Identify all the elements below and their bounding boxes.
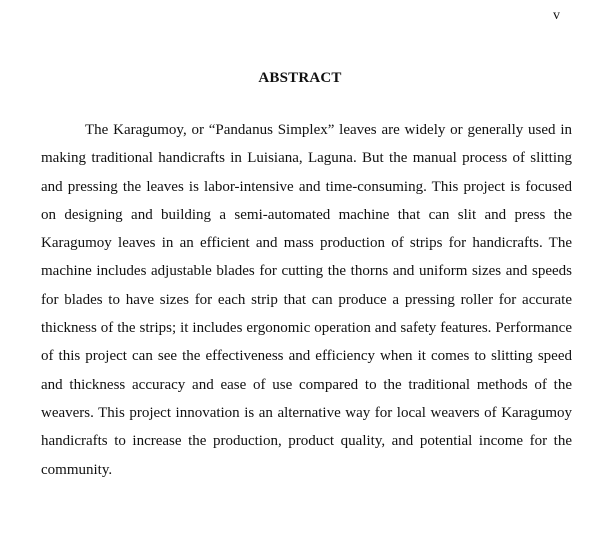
abstract-heading: ABSTRACT (258, 70, 342, 86)
abstract-paragraph: The Karagumoy, or “Pandanus Simplex” leaves are widely or generally used in making traditional handicrafts in Luisiana, Laguna. But the manual process of slitting and pressing the leaves is labor-intensive and time-consuming. This project is focused on designing and building a semi-automated machine that can slit and press the Karagumoy leaves in an efficient and mass production of strips for handicrafts. The machine includes adjustable blades for cutting the thorns and uniform sizes and speeds for blades to have sizes for each strip that can produce a pressing roller for accurate thickness of the strips; it includes ergonomic operation and safety features. Performance of this project can see the effectiveness and efficiency when it comes to slitting speed and thickness accuracy and ease of use compared to the traditional methods of the weavers. This project innovation is an alternative way for local weavers of Karagumoy handicrafts to increase the production, product quality, and potential income for the community. (41, 122, 572, 478)
page-number: v (553, 8, 560, 23)
